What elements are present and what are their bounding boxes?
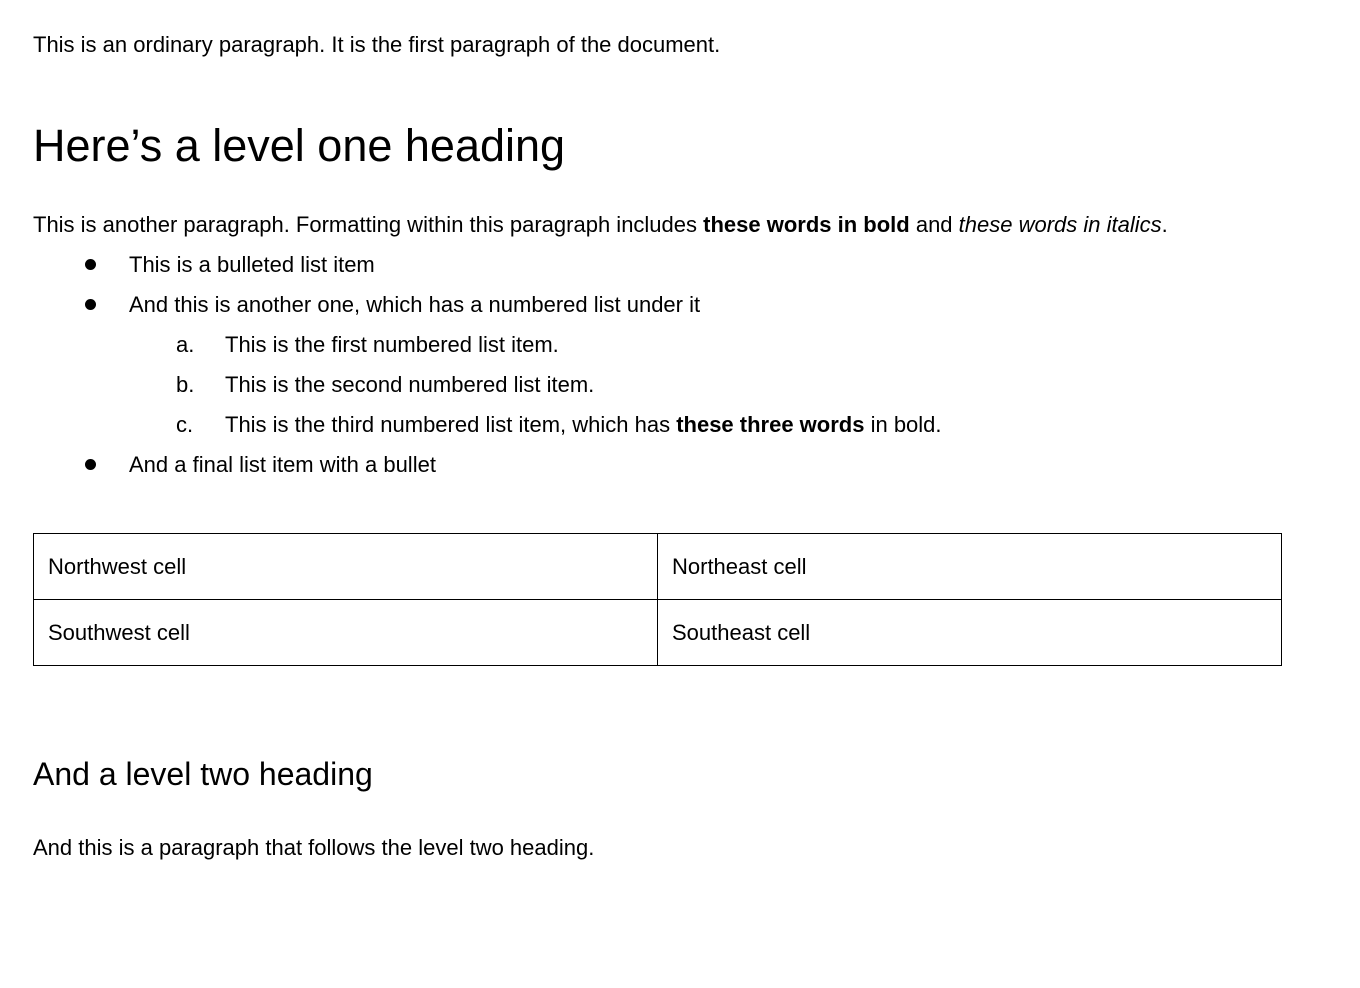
list-item-bullet-1	[33, 245, 1281, 285]
list-item-text	[225, 405, 942, 445]
list-item-numbered-b	[33, 365, 1281, 405]
table-cell-northeast: Northeast cell	[658, 534, 1282, 600]
paragraph-second-text: and	[909, 212, 959, 237]
list-item-text: This is the first numbered list item.	[225, 332, 559, 357]
paragraph-second	[33, 205, 1281, 245]
bold-text-run: these words in bold	[703, 212, 910, 237]
table-cell-southeast: Southeast cell	[658, 600, 1282, 666]
list-item-text: This is a bulleted list item	[129, 252, 375, 277]
list-item-text-run: This is the third numbered list item, which has	[225, 412, 677, 437]
bullet-dot	[85, 459, 96, 470]
numbered-marker-a: a.	[176, 332, 195, 357]
list-item-bullet-3	[33, 445, 1281, 485]
numbered-marker-c: c.	[176, 412, 194, 437]
list-item-text: This is the second numbered list item.	[225, 372, 595, 397]
paragraph-first: This is an ordinary paragraph. It is the first paragraph of the document.	[33, 32, 721, 57]
list-item-text: And a final list item with a bullet	[129, 452, 436, 477]
table-cell-northwest: Northwest cell	[34, 534, 658, 600]
paragraph-second-text: .	[1161, 212, 1168, 237]
paragraph-after-heading-2: And this is a paragraph that follows the level two heading.	[33, 835, 595, 860]
heading-level-2: And a level two heading	[33, 756, 373, 792]
bullet-icon	[85, 445, 129, 485]
list-item-text: And this is another one, which has a numbered list under it	[129, 292, 701, 317]
document-table	[33, 533, 1282, 666]
list-item-bullet-2	[33, 285, 1281, 325]
bulleted-list	[33, 245, 1281, 485]
bullet-dot	[85, 299, 96, 310]
list-item-text-run: in bold.	[864, 412, 942, 437]
bullet-dot	[85, 259, 96, 270]
list-item-numbered-c	[33, 405, 1281, 445]
bullet-icon	[85, 245, 129, 285]
bullet-icon	[85, 285, 129, 325]
numbered-marker-b: b.	[176, 372, 195, 397]
paragraph-second-text: This is another paragraph. Formatting within this paragraph includes	[33, 212, 704, 237]
bold-text-run: these three words	[676, 412, 865, 437]
heading-level-1: Here’s a level one heading	[33, 120, 566, 171]
table-cell-southwest: Southwest cell	[34, 600, 658, 666]
table-row-south	[34, 600, 1282, 666]
list-item-numbered-a	[33, 325, 1281, 365]
italic-text-run: these words in italics	[958, 212, 1162, 237]
table-row-north	[34, 534, 1282, 600]
